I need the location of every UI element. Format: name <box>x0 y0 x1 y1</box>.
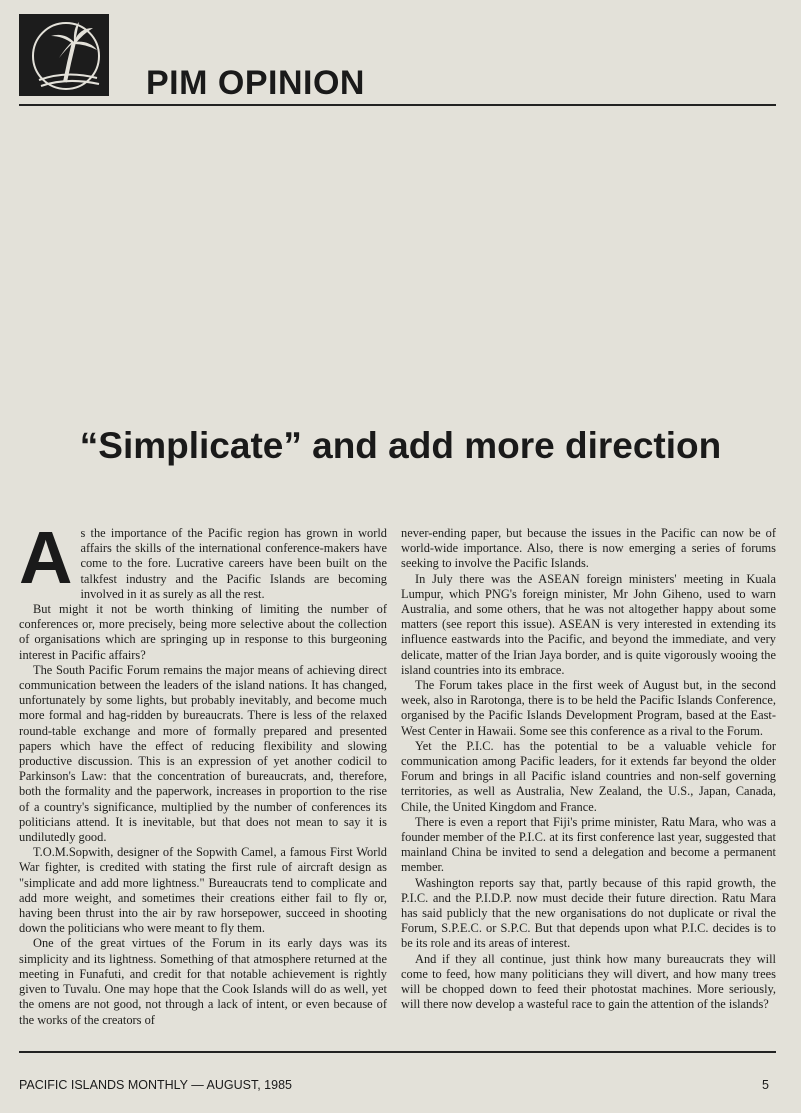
article-paragraph: But might it not be worth thinking of limiting the number of conferences or, more precisely, being more selective about the collection of organisations which are springing up in response to this burgeoning interest in Pacific affairs? <box>19 602 387 662</box>
article-column-left <box>19 516 387 1028</box>
article-paragraph: never-ending paper, but because the issues in the Pacific can now be of world-wide importance. Also, there is now emerging a series of forums seeking to involve the Pacific Islands. <box>401 526 776 571</box>
article-paragraph: Yet the P.I.C. has the potential to be a valuable vehicle for communication among Pacific leaders, for it extends far beyond the older Forum and brings in all Pacific island countries and non-self governing territories, as well as Australia, New Zealand, the U.S., Japan, Canada, Chile, the United Kingdom and France. <box>401 738 776 814</box>
article-paragraph: Washington reports say that, partly because of this rapid growth, the P.I.C. and the P.I.D.P. now must decide their future direction. Ratu Mara has said publicly that the new organisations do not duplicate or rival the Forum, S.P.E.C. or S.P.C. But that depends upon what P.I.C. decides is to be its role and its areas of interest. <box>401 875 776 951</box>
article-paragraph: The South Pacific Forum remains the major means of achieving direct communication between the leaders of the island nations. It has changed, unfortunately by some lights, but probably inevitably, and become much more formal and hag-ridden by bureaucrats. There is less of the relaxed round-table exchange and more of formally prepared and presented papers which have the effect of reducing flexibility and slowing productive discussion. This is an expression of yet another codicil to Parkinson's Law: that the concentration of bureaucrats, and, therefore, both the formality and the paperwork, increases in proportion to the rise of a country's significance, multiplied by the number of conferences its politicians attend. It is inevitable, but that does not mean to say it is undilutedly good. <box>19 662 387 845</box>
page-header <box>19 14 779 108</box>
article-paragraph: One of the great virtues of the Forum in its early days was its simplicity and its lightness. Something of that atmosphere returned at the meeting in Funafuti, and credit for that notable achievement is rightly given to Tuvalu. One may hope that the Cook Islands will do as well, yet the omens are not good, not through a lack of intent, or even because of the works of the creators of <box>19 936 387 1027</box>
footer-publication: PACIFIC ISLANDS MONTHLY — AUGUST, 1985 <box>19 1078 292 1092</box>
article-paragraph: There is even a report that Fiji's prime minister, Ratu Mara, who was a founder member of the P.I.C. at its first conference last year, suggested that mainland China be invited to send a delegation and become a permanent member. <box>401 814 776 875</box>
header-rule <box>19 104 776 106</box>
article-paragraph: And if they all continue, just think how many bureaucrats they will come to feed, how many politicians they will divert, and how many trees will be chopped down to feed their photostat machines. More seriously, will there now develop a wasteful race to gain the attention of the islands? <box>401 951 776 1012</box>
section-title: PIM OPINION <box>146 64 365 102</box>
footer-rule <box>19 1051 776 1053</box>
article-headline: “Simplicate” and add more direction <box>79 425 722 466</box>
palm-tree-logo-icon <box>19 14 109 96</box>
article-column-right <box>401 526 776 1013</box>
article-paragraph: T.O.M.Sopwith, designer of the Sopwith Camel, a famous First World War fighter, is credited with stating the first rule of aircraft design as "simplicate and add more lightness." Bureaucrats tend to complicate and add more weight, and sometimes their creations either fail to fly or, having been thrust into the air by raw horsepower, succeed in shooting down the politicians who were meant to fly them. <box>19 845 387 936</box>
page-number: 5 <box>762 1078 769 1092</box>
drop-cap: A <box>19 516 73 599</box>
article-paragraph: In July there was the ASEAN foreign ministers' meeting in Kuala Lumpur, which PNG's foreign minister, Mr John Giheno, used to warn Australia, and some others, that he was not altogether happy about some matters (see report this issue). ASEAN is very interested in extending its influence eastwards into the Pacific, and beyond the immediate, and very delicate, matter of the Irian Jaya border, and is quite vigorously wooing the island countries into its embrace. <box>401 571 776 677</box>
article-paragraph: As the importance of the Pacific region has grown in world affairs the skills of the international conference-makers have come to the fore. Lucrative careers have been built on the talkfest industry and the Pacific Islands are becoming involved in it as surely as all the rest. <box>19 516 387 601</box>
article-paragraph: The Forum takes place in the first week of August but, in the second week, also in Rarotonga, there is to be held the Pacific Islands Conference, organised by the Pacific Islands Development Program, based at the East-West Center in Hawaii. Some see this conference as a rival to the Forum. <box>401 678 776 738</box>
